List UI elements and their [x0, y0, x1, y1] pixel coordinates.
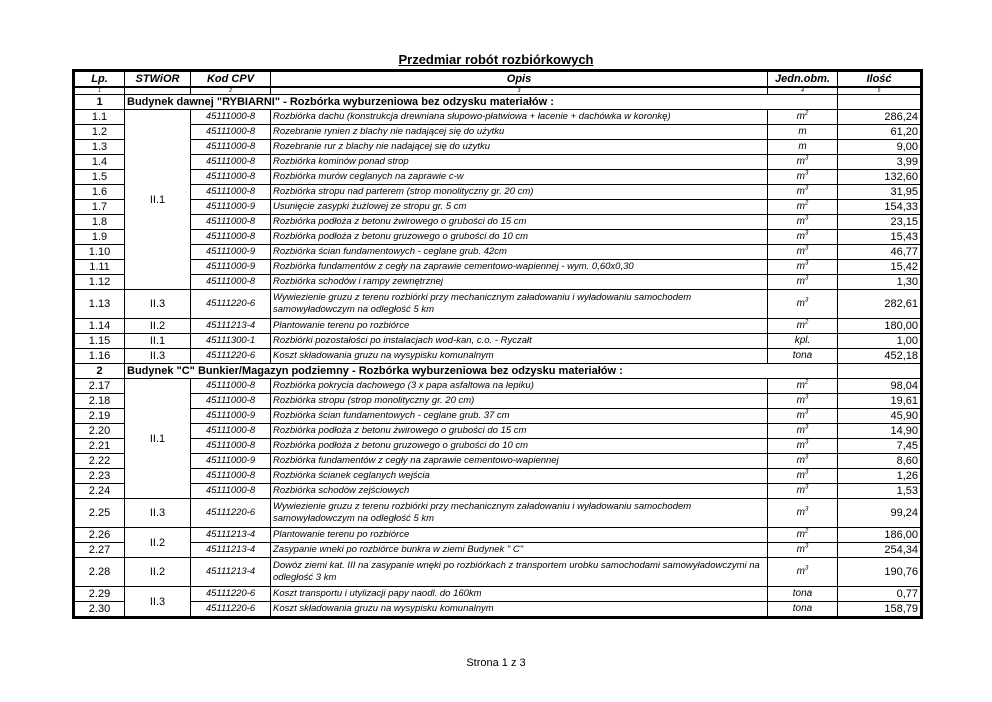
- row-cpv-code: 45111000-8: [191, 439, 271, 454]
- row-lp: 2.20: [75, 424, 125, 439]
- unit-exponent: 3: [805, 565, 809, 572]
- table-header-row: [75, 72, 921, 88]
- column-number: [125, 87, 191, 95]
- unit-exponent: 2: [805, 379, 809, 386]
- row-lp: 1.4: [75, 155, 125, 170]
- row-description: Rozbiórka ścian fundamentowych - ceglane grub. 42cm: [271, 245, 768, 260]
- unit-exponent: 3: [805, 439, 809, 446]
- unit-exponent: 3: [805, 275, 809, 282]
- row-description: Plantowanie terenu po rozbiórce: [271, 319, 768, 334]
- row-description: Wywiezienie gruzu z terenu rozbiórki przy mechanicznym załadowaniu i wyładowaniu samochodem samowyładowczym na odległość 5 km: [271, 290, 768, 319]
- table-row: [75, 469, 921, 484]
- unit-text: m: [796, 261, 805, 272]
- unit-text: m: [796, 544, 805, 555]
- table-row: [75, 424, 921, 439]
- row-description: Rozbiórka podłoża z betonu żwirowego o grubości do 15 cm: [271, 215, 768, 230]
- row-unit: [768, 394, 838, 409]
- row-lp: 2.23: [75, 469, 125, 484]
- row-description: Rozbiórka schodów i rampy zewnętrznej: [271, 275, 768, 290]
- header-jedn-obm: Jedn.obm.: [768, 72, 838, 88]
- unit-text: m: [796, 380, 805, 391]
- row-quantity: 15,43: [838, 230, 921, 245]
- unit-exponent: 3: [805, 506, 809, 513]
- row-description: Rozebranie rur z blachy nie nadającej się do użytku: [271, 140, 768, 155]
- column-number-row: [75, 87, 921, 95]
- row-lp: 2.22: [75, 454, 125, 469]
- row-quantity: 1,00: [838, 334, 921, 349]
- row-unit: [768, 499, 838, 528]
- unit-exponent: 3: [805, 230, 809, 237]
- row-quantity: 9,00: [838, 140, 921, 155]
- row-unit: [768, 543, 838, 558]
- unit-exponent: 3: [805, 245, 809, 252]
- row-description: Rozbiórka kominów ponad strop: [271, 155, 768, 170]
- row-unit: [768, 275, 838, 290]
- row-quantity: 1,26: [838, 469, 921, 484]
- section-row: [75, 364, 921, 379]
- table-row: [75, 230, 921, 245]
- unit-exponent: 3: [805, 394, 809, 401]
- row-cpv-code: 45111220-6: [191, 499, 271, 528]
- unit-text: m: [796, 485, 805, 496]
- table-row: [75, 245, 921, 260]
- unit-text: m: [796, 320, 805, 331]
- unit-exponent: 3: [805, 215, 809, 222]
- row-cpv-code: 45111000-8: [191, 170, 271, 185]
- row-lp: 1.15: [75, 334, 125, 349]
- row-cpv-code: 45111000-8: [191, 215, 271, 230]
- row-description: Wywiezienie gruzu z terenu rozbiórki przy mechanicznym załadowaniu i wyładowaniu samochodem samowyładowczym na odległość 5 km: [271, 499, 768, 528]
- row-description: Koszt składowania gruzu na wysypisku komunalnym: [271, 349, 768, 364]
- row-quantity: 1,53: [838, 484, 921, 499]
- row-quantity: 132,60: [838, 170, 921, 185]
- unit-text: m: [796, 246, 805, 257]
- section-title: Budynek dawnej "RYBIARNI" - Rozbórka wyburzeniowa bez odzysku materiałów :: [125, 95, 838, 110]
- row-unit: [768, 260, 838, 275]
- row-description: Zasypanie wneki po rozbiórce bunkra w ziemi Budynek " C": [271, 543, 768, 558]
- row-quantity: 1,30: [838, 275, 921, 290]
- header-lp: Lp.: [75, 72, 125, 88]
- row-cpv-code: 45111000-8: [191, 185, 271, 200]
- row-stwior: II.3: [125, 290, 191, 319]
- unit-exponent: 3: [805, 424, 809, 431]
- row-cpv-code: 45111220-6: [191, 587, 271, 602]
- row-description: Rozbiórki pozostałości po instalacjach wod-kan, c.o. - Ryczałt: [271, 334, 768, 349]
- row-quantity: 19,61: [838, 394, 921, 409]
- row-unit: [768, 602, 838, 617]
- row-lp: 1.11: [75, 260, 125, 275]
- row-quantity: 286,24: [838, 110, 921, 125]
- row-stwior: II.1: [125, 110, 191, 290]
- row-lp: 2.24: [75, 484, 125, 499]
- row-unit: [768, 469, 838, 484]
- table-row: [75, 260, 921, 275]
- row-lp: 1.7: [75, 200, 125, 215]
- row-lp: 1.5: [75, 170, 125, 185]
- unit-exponent: 3: [805, 543, 809, 550]
- unit-text: m: [798, 126, 807, 137]
- row-lp: 2.18: [75, 394, 125, 409]
- row-quantity: 7,45: [838, 439, 921, 454]
- row-lp: 2.26: [75, 528, 125, 543]
- unit-text: m: [796, 507, 805, 518]
- table-row: [75, 439, 921, 454]
- table-row: [75, 110, 921, 125]
- row-unit: [768, 439, 838, 454]
- quantity-table: [74, 71, 921, 617]
- row-description: Rozbiórka stropu nad parterem (strop monolityczny gr. 20 cm): [271, 185, 768, 200]
- unit-exponent: 3: [805, 170, 809, 177]
- row-quantity: 186,00: [838, 528, 921, 543]
- row-description: Rozbiórka podłoża z betonu gruzowego o grubości do 10 cm: [271, 230, 768, 245]
- row-cpv-code: 45111000-9: [191, 245, 271, 260]
- row-unit: [768, 155, 838, 170]
- unit-text: m: [798, 141, 807, 152]
- row-lp: 2.29: [75, 587, 125, 602]
- row-stwior: II.3: [125, 499, 191, 528]
- section-row: [75, 95, 921, 110]
- row-quantity: 61,20: [838, 125, 921, 140]
- unit-text: m: [796, 111, 805, 122]
- row-unit: [768, 290, 838, 319]
- unit-exponent: 3: [805, 155, 809, 162]
- unit-exponent: 2: [805, 319, 809, 326]
- unit-text: m: [796, 440, 805, 451]
- table-row: [75, 125, 921, 140]
- section-title: Budynek "C" Bunkier/Magazyn podziemny - Rozbórka wyburzeniowa bez odzysku materiałów :: [125, 364, 838, 379]
- row-quantity: 180,00: [838, 319, 921, 334]
- unit-text: m: [796, 231, 805, 242]
- unit-text: m: [796, 566, 805, 577]
- row-unit: [768, 170, 838, 185]
- row-unit: [768, 110, 838, 125]
- row-description: Rozbiórka ścianek ceglanych wejścia: [271, 469, 768, 484]
- row-cpv-code: 45111000-8: [191, 140, 271, 155]
- row-description: Rozbiórka pokrycia dachowego (3 x papa asfaltowa na lepiku): [271, 379, 768, 394]
- row-unit: [768, 424, 838, 439]
- row-unit: [768, 230, 838, 245]
- row-unit: [768, 334, 838, 349]
- row-stwior: II.3: [125, 587, 191, 617]
- table-row: [75, 349, 921, 364]
- row-lp: 2.25: [75, 499, 125, 528]
- row-description: Rozbiórka podłoża z betonu gruzowego o grubości do 10 cm: [271, 439, 768, 454]
- row-lp: 2.27: [75, 543, 125, 558]
- row-unit: [768, 140, 838, 155]
- row-cpv-code: 45111000-8: [191, 230, 271, 245]
- row-cpv-code: 45111220-6: [191, 349, 271, 364]
- row-quantity: 282,61: [838, 290, 921, 319]
- table-row: [75, 140, 921, 155]
- row-cpv-code: 45111000-8: [191, 379, 271, 394]
- header-stwior: STWiOR: [125, 72, 191, 88]
- row-quantity: 45,90: [838, 409, 921, 424]
- row-lp: 1.6: [75, 185, 125, 200]
- table-row: [75, 155, 921, 170]
- row-lp: 2.21: [75, 439, 125, 454]
- row-cpv-code: 45111220-6: [191, 290, 271, 319]
- table-row: [75, 215, 921, 230]
- row-cpv-code: 45111213-4: [191, 319, 271, 334]
- unit-text: m: [796, 395, 805, 406]
- row-lp: 1.14: [75, 319, 125, 334]
- table-row: [75, 409, 921, 424]
- row-description: Rozbiórka ścian fundamentowych - ceglane grub. 37 cm: [271, 409, 768, 424]
- unit-exponent: 2: [805, 110, 809, 117]
- row-lp: 1.8: [75, 215, 125, 230]
- table-row: [75, 185, 921, 200]
- row-stwior: II.2: [125, 558, 191, 587]
- unit-text: tona: [792, 350, 813, 361]
- row-description: Rozebranie rynien z blachy nie nadającej się do użytku: [271, 125, 768, 140]
- row-cpv-code: 45111000-9: [191, 454, 271, 469]
- row-description: Rozbiórka fundamentów z cegły na zaprawie cementowo-wapiennej - wym. 0,60x0,30: [271, 260, 768, 275]
- table-row: [75, 543, 921, 558]
- row-cpv-code: 45111000-8: [191, 469, 271, 484]
- row-description: Koszt składowania gruzu na wysypisku komunalnym: [271, 602, 768, 617]
- unit-exponent: 3: [805, 469, 809, 476]
- row-cpv-code: 45111000-9: [191, 200, 271, 215]
- table-row: [75, 528, 921, 543]
- table-row: [75, 499, 921, 528]
- row-lp: 1.10: [75, 245, 125, 260]
- unit-text: m: [796, 156, 805, 167]
- row-cpv-code: 45111213-4: [191, 543, 271, 558]
- row-quantity: 452,18: [838, 349, 921, 364]
- row-cpv-code: 45111000-8: [191, 125, 271, 140]
- row-quantity: 14,90: [838, 424, 921, 439]
- row-description: Dowóz ziemi kat. III na zasypanie wnęki po rozbiórkach z transportem urobku samochodami samowyładowczymi na odległość 3 km: [271, 558, 768, 587]
- page-footer: Strona 1 z 3: [466, 657, 526, 669]
- column-number: 3: [271, 87, 768, 95]
- column-number: 5: [838, 87, 921, 95]
- table-row: [75, 275, 921, 290]
- row-quantity: 154,33: [838, 200, 921, 215]
- row-lp: 1.1: [75, 110, 125, 125]
- row-cpv-code: 45111000-9: [191, 409, 271, 424]
- row-stwior: II.2: [125, 319, 191, 334]
- row-unit: [768, 245, 838, 260]
- table-row: [75, 379, 921, 394]
- row-description: Rozbiórka murów ceglanych na zaprawie c-w: [271, 170, 768, 185]
- header-opis: Opis: [271, 72, 768, 88]
- unit-text: m: [796, 201, 805, 212]
- unit-exponent: 3: [805, 260, 809, 267]
- row-unit: [768, 454, 838, 469]
- row-stwior: II.1: [125, 379, 191, 499]
- table-row: [75, 394, 921, 409]
- row-lp: 2.19: [75, 409, 125, 424]
- row-quantity: 0,77: [838, 587, 921, 602]
- unit-text: m: [796, 529, 805, 540]
- header-ilosc: Ilość: [838, 72, 921, 88]
- row-description: Rozbiórka dachu (konstrukcja drewniana słupowo-płatwiowa + łacenie + dachówka w koronkę): [271, 110, 768, 125]
- header-kod-cpv: Kod CPV: [191, 72, 271, 88]
- row-description: Usunięcie zasypki żużlowej ze stropu gr. 5 cm: [271, 200, 768, 215]
- unit-exponent: 2: [805, 200, 809, 207]
- unit-text: m: [796, 186, 805, 197]
- unit-exponent: 3: [805, 454, 809, 461]
- row-cpv-code: 45111220-6: [191, 602, 271, 617]
- row-lp: 1.12: [75, 275, 125, 290]
- row-quantity: 15,42: [838, 260, 921, 275]
- row-quantity: 46,77: [838, 245, 921, 260]
- row-unit: [768, 349, 838, 364]
- row-unit: [768, 558, 838, 587]
- row-unit: [768, 319, 838, 334]
- unit-exponent: 3: [805, 484, 809, 491]
- unit-exponent: 3: [805, 185, 809, 192]
- row-cpv-code: 45111000-8: [191, 394, 271, 409]
- quantity-table-frame: [72, 69, 923, 619]
- row-cpv-code: 45111213-4: [191, 558, 271, 587]
- row-stwior: II.2: [125, 528, 191, 558]
- unit-text: kpl.: [794, 335, 811, 346]
- row-lp: 1.2: [75, 125, 125, 140]
- row-quantity: 98,04: [838, 379, 921, 394]
- row-unit: [768, 484, 838, 499]
- table-row: [75, 200, 921, 215]
- table-row: [75, 587, 921, 602]
- unit-text: m: [796, 470, 805, 481]
- row-description: Plantowanie terenu po rozbiórce: [271, 528, 768, 543]
- unit-text: m: [796, 410, 805, 421]
- row-cpv-code: 45111000-8: [191, 155, 271, 170]
- table-row: [75, 319, 921, 334]
- unit-exponent: 3: [805, 297, 809, 304]
- row-unit: [768, 528, 838, 543]
- row-quantity: 158,79: [838, 602, 921, 617]
- section-number: 1: [75, 95, 125, 110]
- row-lp: 2.30: [75, 602, 125, 617]
- row-quantity: 254,34: [838, 543, 921, 558]
- row-description: Rozbiórka stropu (strop monolityczny gr. 20 cm): [271, 394, 768, 409]
- row-cpv-code: 45111000-9: [191, 260, 271, 275]
- row-quantity: 8,60: [838, 454, 921, 469]
- row-unit: [768, 200, 838, 215]
- unit-exponent: 2: [805, 528, 809, 535]
- table-row: [75, 290, 921, 319]
- unit-text: m: [796, 298, 805, 309]
- row-unit: [768, 215, 838, 230]
- column-number: 4: [768, 87, 838, 95]
- table-row: [75, 170, 921, 185]
- column-number: 1: [75, 87, 125, 95]
- row-lp: 1.13: [75, 290, 125, 319]
- row-description: Rozbiórka podłoża z betonu żwirowego o grubości do 15 cm: [271, 424, 768, 439]
- row-cpv-code: 45111000-8: [191, 110, 271, 125]
- row-unit: [768, 125, 838, 140]
- unit-exponent: 3: [805, 409, 809, 416]
- row-stwior: II.3: [125, 349, 191, 364]
- document-title: Przedmiar robót rozbiórkowych: [398, 52, 594, 67]
- row-cpv-code: 45111000-8: [191, 424, 271, 439]
- row-cpv-code: 45111000-8: [191, 484, 271, 499]
- row-lp: 1.3: [75, 140, 125, 155]
- section-empty-cell: [838, 364, 921, 379]
- unit-text: m: [796, 171, 805, 182]
- row-description: Koszt transportu i utylizacji papy naodl. do 160km: [271, 587, 768, 602]
- unit-text: m: [796, 425, 805, 436]
- unit-text: tona: [792, 603, 813, 614]
- row-quantity: 23,15: [838, 215, 921, 230]
- row-lp: 2.28: [75, 558, 125, 587]
- row-lp: 1.16: [75, 349, 125, 364]
- unit-text: m: [796, 276, 805, 287]
- row-quantity: 190,76: [838, 558, 921, 587]
- row-stwior: II.1: [125, 334, 191, 349]
- row-description: Rozbiórka fundamentów z cegły na zaprawie cementowo-wapiennej: [271, 454, 768, 469]
- row-cpv-code: 45111213-4: [191, 528, 271, 543]
- row-quantity: 31,95: [838, 185, 921, 200]
- row-unit: [768, 587, 838, 602]
- table-row: [75, 454, 921, 469]
- row-cpv-code: 45111300-1: [191, 334, 271, 349]
- unit-text: m: [796, 455, 805, 466]
- row-description: Rozbiórka schodów zejściowych: [271, 484, 768, 499]
- section-number: 2: [75, 364, 125, 379]
- table-row: [75, 558, 921, 587]
- row-unit: [768, 185, 838, 200]
- row-cpv-code: 45111000-8: [191, 275, 271, 290]
- unit-text: tona: [792, 588, 813, 599]
- column-number: 2: [191, 87, 271, 95]
- row-unit: [768, 379, 838, 394]
- row-lp: 1.9: [75, 230, 125, 245]
- row-lp: 2.17: [75, 379, 125, 394]
- table-row: [75, 484, 921, 499]
- row-quantity: 99,24: [838, 499, 921, 528]
- row-quantity: 3,99: [838, 155, 921, 170]
- section-empty-cell: [838, 95, 921, 110]
- row-unit: [768, 409, 838, 424]
- table-row: [75, 602, 921, 617]
- table-row: [75, 334, 921, 349]
- unit-text: m: [796, 216, 805, 227]
